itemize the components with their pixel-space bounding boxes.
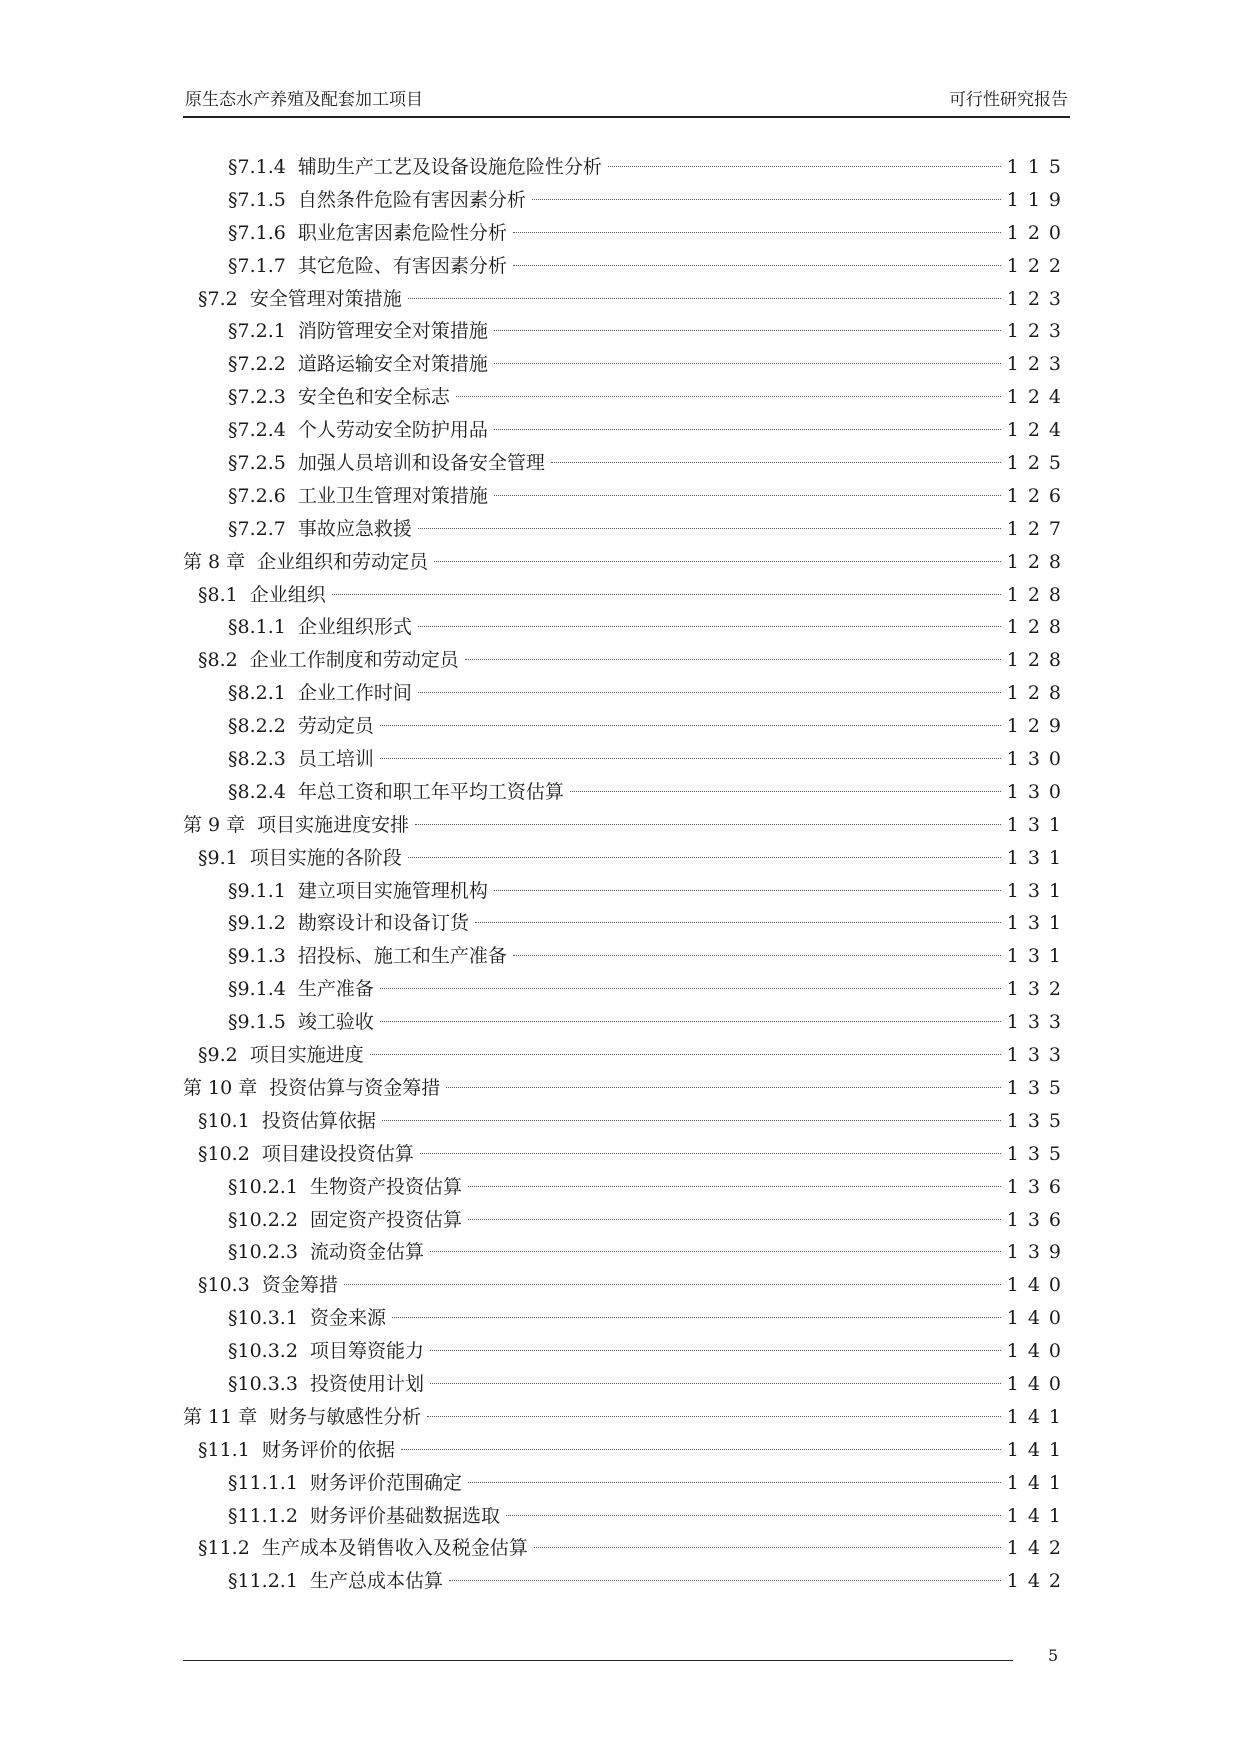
toc-entry-title: 年总工资和职工年平均工资估算 <box>297 780 564 803</box>
page-number: 5 <box>1048 1646 1059 1665</box>
toc-entry-page: 128 <box>1006 649 1070 672</box>
toc-entry[interactable] <box>183 1171 1070 1204</box>
toc-entry[interactable] <box>183 1138 1070 1171</box>
toc-entry-page: 140 <box>1006 1340 1070 1363</box>
toc-entry[interactable] <box>183 217 1070 250</box>
toc-entry-page: 141 <box>1006 1504 1070 1527</box>
toc-entry-number: 第 8 章 <box>183 550 246 573</box>
toc-entry-page: 115 <box>1006 156 1070 178</box>
toc-entry-title: 固定资产投资估算 <box>309 1208 462 1231</box>
toc-entry-title: 资金来源 <box>309 1307 386 1330</box>
toc-entry-title: 资金筹措 <box>261 1274 338 1297</box>
toc-entry-page: 136 <box>1006 1175 1070 1198</box>
toc-entry-title: 流动资金估算 <box>309 1241 424 1264</box>
toc-entry-number: §10.3.2 <box>228 1340 298 1363</box>
toc-entry[interactable] <box>183 1039 1070 1072</box>
toc-entry-number: §10.3.3 <box>228 1372 298 1395</box>
toc-entry-page: 142 <box>1006 1570 1070 1593</box>
toc-dot-leader <box>418 626 1001 627</box>
toc-dot-leader <box>456 396 1001 397</box>
toc-entry-title: 企业组织 <box>249 583 326 606</box>
toc-entry-number: §7.2.6 <box>228 484 286 507</box>
toc-entry-title: 事故应急救援 <box>297 517 412 540</box>
toc-entry-number: §10.3 <box>198 1274 250 1297</box>
toc-entry-title: 财务评价范围确定 <box>309 1471 462 1494</box>
toc-entry-title: 自然条件危险有害因素分析 <box>297 188 526 211</box>
toc-entry[interactable] <box>183 1302 1070 1335</box>
toc-entry-title: 辅助生产工艺及设备设施危险性分析 <box>297 156 602 178</box>
toc-entry-title: 生产准备 <box>297 978 374 1001</box>
toc-entry[interactable] <box>183 743 1070 776</box>
toc-dot-leader <box>408 298 1001 299</box>
toc-entry-page: 135 <box>1006 1109 1070 1132</box>
toc-entry[interactable] <box>183 348 1070 381</box>
toc-entry-page: 126 <box>1006 484 1070 507</box>
toc-entry-page: 123 <box>1006 320 1070 343</box>
toc-entry[interactable] <box>183 907 1070 940</box>
toc-entry-title: 消防管理安全对策措施 <box>297 320 488 343</box>
toc-entry-number: 第 9 章 <box>183 813 246 836</box>
toc-entry-page: 140 <box>1006 1372 1070 1395</box>
page-header <box>183 86 1070 118</box>
toc-entry-title: 项目建设投资估算 <box>261 1142 414 1165</box>
toc-dot-leader <box>430 1383 1001 1384</box>
toc-entry-page: 128 <box>1006 550 1070 573</box>
toc-entry-page: 133 <box>1006 1044 1070 1067</box>
toc-dot-leader <box>468 1482 1001 1483</box>
toc-dot-leader <box>427 1416 1000 1417</box>
toc-dot-leader <box>494 363 1001 364</box>
toc-entry-number: §11.1.2 <box>228 1504 298 1527</box>
toc-entry-title: 财务评价基础数据选取 <box>309 1504 500 1527</box>
toc-entry-page: 127 <box>1006 517 1070 540</box>
toc-entry-page: 136 <box>1006 1208 1070 1231</box>
toc-entry-number: §7.1.4 <box>228 156 286 178</box>
toc-dot-leader <box>380 758 1001 759</box>
toc-entry-title: 企业组织和劳动定员 <box>257 550 429 573</box>
toc-entry[interactable] <box>183 1500 1070 1533</box>
toc-dot-leader <box>380 988 1001 989</box>
toc-entry-number: §7.2.2 <box>228 353 286 376</box>
toc-entry-number: §11.2 <box>198 1537 250 1560</box>
toc-entry-page: 131 <box>1006 912 1070 935</box>
toc-entry-number: §10.2.1 <box>228 1175 298 1198</box>
toc-entry-title: 投资使用计划 <box>309 1372 424 1395</box>
toc-entry-number: §7.2.5 <box>228 452 286 475</box>
toc-dot-leader <box>420 1153 1001 1154</box>
toc-entry-title: 项目实施进度 <box>249 1044 364 1067</box>
toc-entry[interactable] <box>183 1565 1070 1598</box>
toc-entry-title: 安全色和安全标志 <box>297 386 450 409</box>
toc-entry-title: 劳动定员 <box>297 715 374 738</box>
toc-entry-number: §10.2.2 <box>228 1208 298 1231</box>
toc-entry[interactable] <box>183 1401 1070 1434</box>
toc-entry-number: §7.1.5 <box>228 188 286 211</box>
toc-entry-page: 140 <box>1006 1274 1070 1297</box>
toc-entry-page: 124 <box>1006 419 1070 442</box>
toc-entry-page: 139 <box>1006 1241 1070 1264</box>
toc-entry-title: 道路运输安全对策措施 <box>297 353 488 376</box>
toc-entry-number: §7.1.7 <box>228 254 286 277</box>
toc-entry-number: §10.1 <box>198 1109 250 1132</box>
toc-entry-number: §11.1 <box>198 1438 250 1461</box>
toc-dot-leader <box>506 1515 1001 1516</box>
toc-entry-page: 128 <box>1006 682 1070 705</box>
toc-entry-title: 职业危害因素危险性分析 <box>297 221 507 244</box>
toc-entry-page: 141 <box>1006 1405 1070 1428</box>
toc-entry-title: 加强人员培训和设备安全管理 <box>297 452 545 475</box>
toc-entry-title: 其它危险、有害因素分析 <box>297 254 507 277</box>
toc-entry-page: 119 <box>1006 188 1070 211</box>
toc-dot-leader <box>370 1054 1001 1055</box>
toc-entry-number: §7.2.1 <box>228 320 286 343</box>
toc-dot-leader <box>475 922 1001 923</box>
toc-entry-number: §8.2.3 <box>228 748 286 771</box>
toc-entry-page: 123 <box>1006 353 1070 376</box>
toc-entry-number: §9.1.1 <box>228 879 286 902</box>
toc-entry-title: 项目筹资能力 <box>309 1340 424 1363</box>
toc-entry-page: 141 <box>1006 1471 1070 1494</box>
toc-entry[interactable] <box>183 546 1070 579</box>
toc-entry[interactable] <box>183 1006 1070 1039</box>
toc-dot-leader <box>449 1580 1001 1581</box>
toc-entry-title: 生产成本及销售收入及税金估算 <box>261 1537 528 1560</box>
toc-entry-page: 135 <box>1006 1142 1070 1165</box>
toc-dot-leader <box>401 1449 1001 1450</box>
toc-entry[interactable] <box>183 1105 1070 1138</box>
toc-entry[interactable] <box>183 283 1070 316</box>
toc-entry-page: 124 <box>1006 386 1070 409</box>
toc-entry-title: 企业组织形式 <box>297 616 412 639</box>
toc-entry[interactable] <box>183 151 1070 184</box>
toc-dot-leader <box>534 1547 1001 1548</box>
toc-dot-leader <box>532 199 1001 200</box>
toc-dot-leader <box>465 659 1001 660</box>
toc-entry-page: 128 <box>1006 616 1070 639</box>
toc-entry-number: §8.2.2 <box>228 715 286 738</box>
toc-dot-leader <box>494 330 1001 331</box>
toc-entry-number: §7.2.4 <box>228 419 286 442</box>
toc-dot-leader <box>513 955 1001 956</box>
toc-entry-title: 生物资产投资估算 <box>309 1175 462 1198</box>
toc-entry[interactable] <box>183 611 1070 644</box>
toc-entry[interactable] <box>183 1368 1070 1401</box>
toc-entry-number: §8.1 <box>198 583 238 606</box>
toc-entry-page: 131 <box>1006 879 1070 902</box>
toc-entry[interactable] <box>183 1072 1070 1105</box>
toc-entry-title: 个人劳动安全防护用品 <box>297 419 488 442</box>
toc-entry-page: 128 <box>1006 583 1070 606</box>
toc-entry-page: 120 <box>1006 221 1070 244</box>
toc-entry[interactable] <box>183 513 1070 546</box>
toc-entry-title: 财务评价的依据 <box>261 1438 395 1461</box>
toc-entry-title: 安全管理对策措施 <box>249 287 402 310</box>
toc-entry-page: 142 <box>1006 1537 1070 1560</box>
toc-entry[interactable] <box>183 875 1070 908</box>
toc-dot-leader <box>408 857 1001 858</box>
toc-entry-number: §9.1.3 <box>228 945 286 968</box>
toc-entry[interactable] <box>183 677 1070 710</box>
toc-entry-number: §7.2 <box>198 287 238 310</box>
toc-dot-leader <box>570 791 1001 792</box>
toc-entry-number: §8.1.1 <box>228 616 286 639</box>
toc-entry-number: §8.2.4 <box>228 780 286 803</box>
toc-dot-leader <box>430 1350 1001 1351</box>
toc-dot-leader <box>332 594 1001 595</box>
toc-entry[interactable] <box>183 710 1070 743</box>
toc-entry-page: 131 <box>1006 846 1070 869</box>
toc-entry-number: §9.1.2 <box>228 912 286 935</box>
toc-entry-number: 第 11 章 <box>183 1405 258 1428</box>
toc-entry-title: 项目实施进度安排 <box>257 813 410 836</box>
toc-dot-leader <box>392 1317 1001 1318</box>
toc-entry[interactable] <box>183 1236 1070 1269</box>
toc-entry-number: §8.2.1 <box>228 682 286 705</box>
toc-entry[interactable] <box>183 315 1070 348</box>
toc-entry-number: §9.1.4 <box>228 978 286 1001</box>
toc-dot-leader <box>468 1186 1001 1187</box>
toc-dot-leader <box>494 890 1001 891</box>
toc-entry-title: 建立项目实施管理机构 <box>297 879 488 902</box>
toc-entry-number: §9.1.5 <box>228 1011 286 1034</box>
toc-entry[interactable] <box>183 940 1070 973</box>
toc-entry[interactable] <box>183 1204 1070 1237</box>
toc-entry[interactable] <box>183 809 1070 842</box>
toc-dot-leader <box>418 528 1001 529</box>
toc-entry-number: §7.1.6 <box>228 221 286 244</box>
toc-entry-title: 投资估算依据 <box>261 1109 376 1132</box>
toc-entry[interactable] <box>183 414 1070 447</box>
toc-dot-leader <box>608 166 1001 167</box>
toc-entry-number: §11.2.1 <box>228 1570 298 1593</box>
toc-entry[interactable] <box>183 644 1070 677</box>
toc-dot-leader <box>380 1021 1001 1022</box>
toc-entry-number: §9.2 <box>198 1044 238 1067</box>
toc-entry-title: 财务与敏感性分析 <box>269 1405 422 1428</box>
toc-dot-leader <box>382 1120 1001 1121</box>
toc-entry-number: §7.2.3 <box>228 386 286 409</box>
toc-entry-number: §11.1.1 <box>228 1471 298 1494</box>
toc-entry[interactable] <box>183 480 1070 513</box>
toc-entry-number: §10.2 <box>198 1142 250 1165</box>
toc-entry-page: 135 <box>1006 1076 1070 1099</box>
toc-dot-leader <box>430 1251 1001 1252</box>
toc-entry-page: 131 <box>1006 945 1070 968</box>
toc-entry-title: 工业卫生管理对策措施 <box>297 484 488 507</box>
toc-entry-page: 141 <box>1006 1438 1070 1461</box>
toc-dot-leader <box>446 1087 1000 1088</box>
footer-divider <box>183 1660 1013 1661</box>
toc-entry-number: §8.2 <box>198 649 238 672</box>
toc-entry-title: 招投标、施工和生产准备 <box>297 945 507 968</box>
header-report-type: 可行性研究报告 <box>949 90 1068 110</box>
toc-entry[interactable] <box>183 1434 1070 1467</box>
toc-entry-title: 企业工作制度和劳动定员 <box>249 649 459 672</box>
toc-dot-leader <box>551 462 1001 463</box>
toc-entry-title: 员工培训 <box>297 748 374 771</box>
toc-dot-leader <box>494 429 1001 430</box>
toc-entry-page: 133 <box>1006 1011 1070 1034</box>
toc-entry[interactable] <box>183 1335 1070 1368</box>
toc-entry-page: 123 <box>1006 287 1070 310</box>
toc-entry-page: 125 <box>1006 452 1070 475</box>
toc-dot-leader <box>513 265 1001 266</box>
toc-entry-page: 131 <box>1006 813 1070 836</box>
toc-entry[interactable] <box>183 250 1070 283</box>
toc-entry-page: 130 <box>1006 748 1070 771</box>
toc-entry[interactable] <box>183 1269 1070 1302</box>
toc-entry-title: 生产总成本估算 <box>309 1570 443 1593</box>
toc-dot-leader <box>418 692 1001 693</box>
toc-entry[interactable] <box>183 842 1070 875</box>
toc-entry[interactable] <box>183 381 1070 414</box>
toc-entry[interactable] <box>183 776 1070 809</box>
toc-entry-page: 140 <box>1006 1307 1070 1330</box>
toc-entry-number: §10.3.1 <box>228 1307 298 1330</box>
toc-entry-number: 第 10 章 <box>183 1076 258 1099</box>
toc-entry-number: §10.2.3 <box>228 1241 298 1264</box>
table-of-contents <box>183 151 1070 1598</box>
toc-dot-leader <box>468 1219 1001 1220</box>
toc-dot-leader <box>434 561 1001 562</box>
toc-entry-page: 129 <box>1006 715 1070 738</box>
toc-entry-page: 132 <box>1006 978 1070 1001</box>
toc-entry[interactable] <box>183 1467 1070 1500</box>
toc-entry-title: 竣工验收 <box>297 1011 374 1034</box>
toc-entry[interactable] <box>183 973 1070 1006</box>
toc-entry-number: §7.2.7 <box>228 517 286 540</box>
toc-dot-leader <box>344 1284 1001 1285</box>
toc-entry-title: 项目实施的各阶段 <box>249 846 402 869</box>
toc-dot-leader <box>415 824 1001 825</box>
toc-entry-title: 企业工作时间 <box>297 682 412 705</box>
toc-dot-leader <box>380 725 1001 726</box>
toc-dot-leader <box>494 495 1001 496</box>
toc-entry-number: §9.1 <box>198 846 238 869</box>
toc-entry-page: 130 <box>1006 780 1070 803</box>
toc-entry[interactable] <box>183 447 1070 480</box>
toc-entry-title: 勘察设计和设备订货 <box>297 912 469 935</box>
toc-entry-page: 122 <box>1006 254 1070 277</box>
toc-entry-title: 投资估算与资金筹措 <box>269 1076 441 1099</box>
toc-dot-leader <box>513 232 1001 233</box>
toc-entry[interactable] <box>183 184 1070 217</box>
toc-entry[interactable] <box>183 579 1070 612</box>
toc-entry[interactable] <box>183 1532 1070 1565</box>
header-project-title: 原生态水产养殖及配套加工项目 <box>185 90 423 110</box>
